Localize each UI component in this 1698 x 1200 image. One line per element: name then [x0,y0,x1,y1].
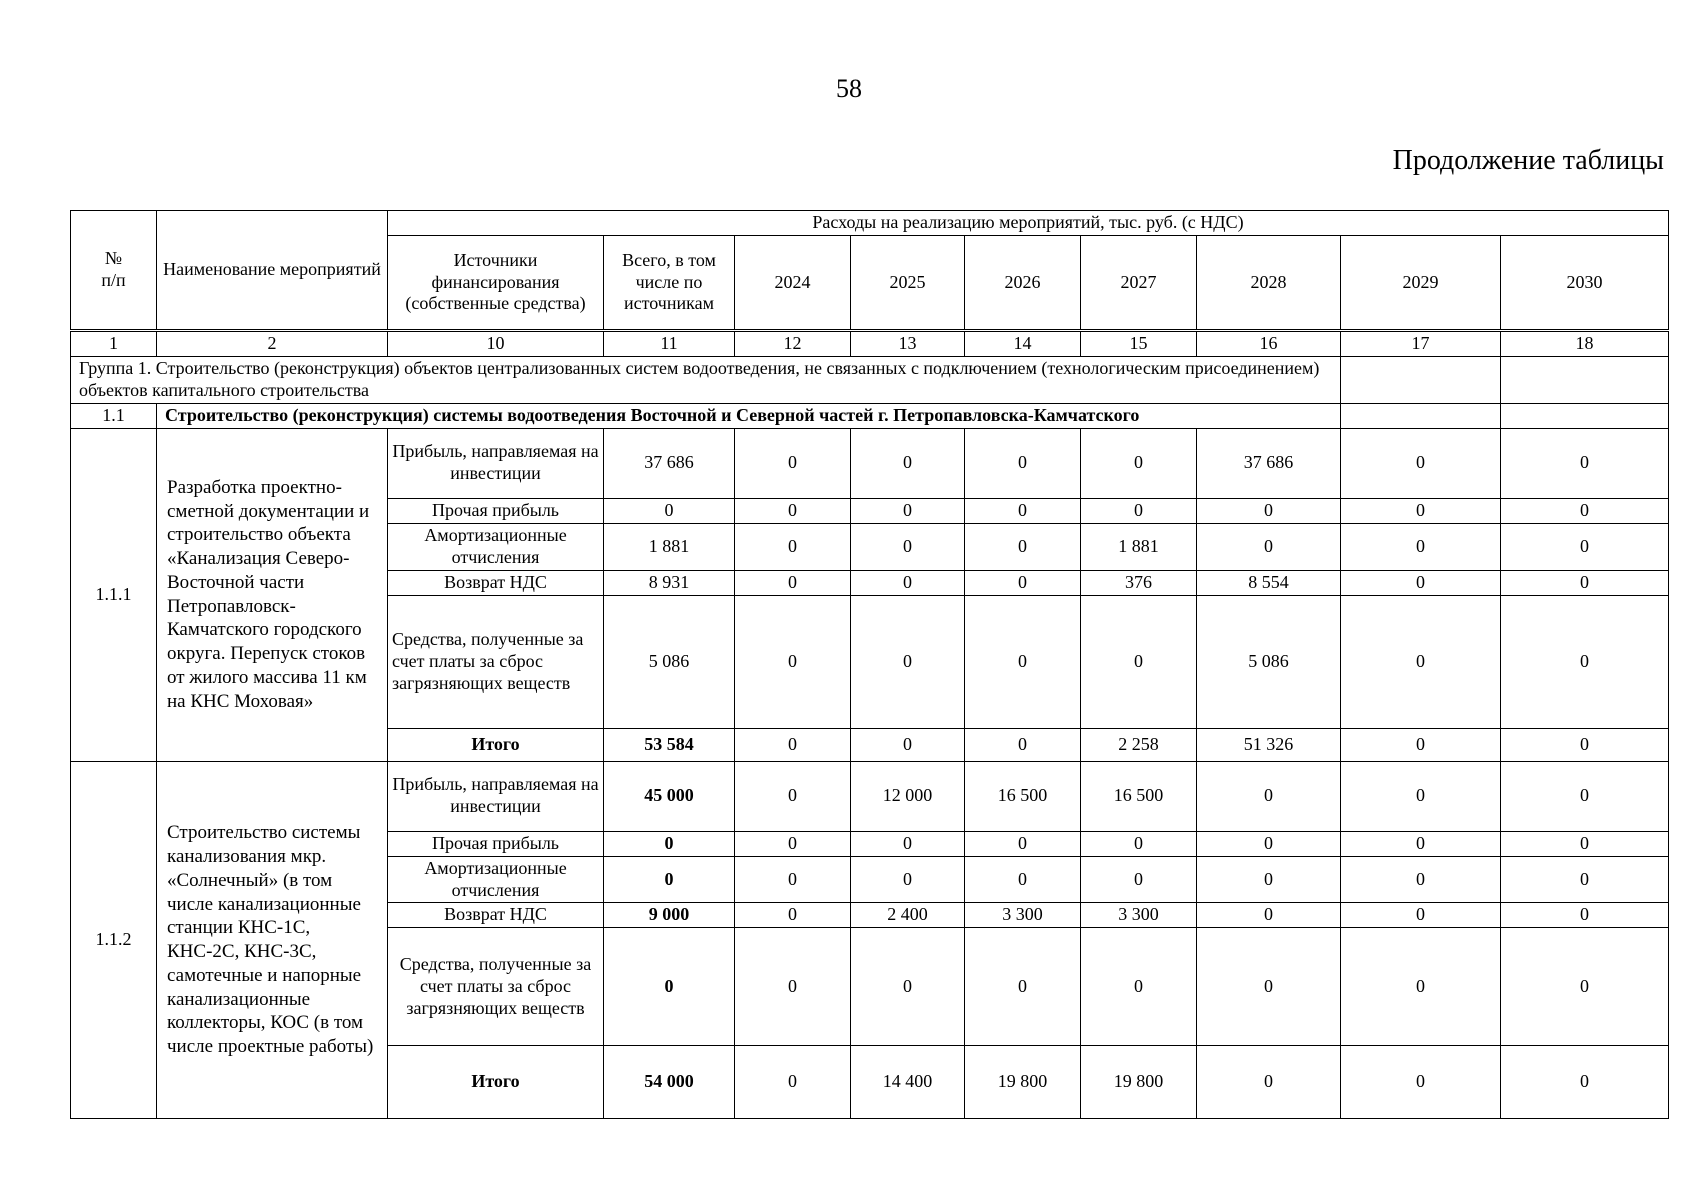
value-cell: 0 [1341,831,1501,856]
value-cell: 0 [1341,1046,1501,1119]
table-row [71,761,1669,831]
value-cell: 37 686 [1197,428,1341,498]
value-cell: 0 [851,428,965,498]
value-cell: 0 [1341,428,1501,498]
section-title: Строительство (реконструкция) системы водоотведения Восточной и Северной частей г. Петропавловска-Камчатского [157,403,1341,428]
value-cell: 0 [1197,498,1341,523]
section-row [71,403,1669,428]
value-cell: 8 931 [604,570,735,595]
header-no: № п/п [71,211,157,331]
value-cell: 14 400 [851,1046,965,1119]
value-cell: 12 000 [851,761,965,831]
header-source: Источники финансирования (собственные средства) [388,236,604,331]
value-cell: 0 [1501,728,1669,761]
group-row [71,356,1669,403]
value-cell: 0 [1501,428,1669,498]
column-number: 18 [1501,331,1669,357]
source-label: Амортизационные отчисления [388,856,604,903]
continuation-caption: Продолжение таблицы [1392,145,1664,176]
empty-cell [1341,403,1501,428]
value-cell: 19 800 [1081,1046,1197,1119]
column-number: 17 [1341,331,1501,357]
value-cell: 16 500 [1081,761,1197,831]
value-cell: 37 686 [604,428,735,498]
value-cell: 2 400 [851,903,965,928]
value-cell: 0 [851,498,965,523]
value-cell: 1 881 [1081,523,1197,570]
value-cell: 0 [1081,928,1197,1046]
value-cell: 0 [735,903,851,928]
value-cell: 0 [851,928,965,1046]
value-cell: 0 [604,856,735,903]
value-cell: 0 [1197,856,1341,903]
value-cell: 0 [1197,1046,1341,1119]
value-cell: 0 [735,1046,851,1119]
value-cell: 0 [735,595,851,728]
column-number: 2 [157,331,388,357]
total-label: Итого [388,728,604,761]
header-year: 2028 [1197,236,1341,331]
value-cell: 0 [965,498,1081,523]
value-cell: 3 300 [965,903,1081,928]
value-cell: 0 [965,856,1081,903]
header-year: 2029 [1341,236,1501,331]
group-title: Группа 1. Строительство (реконструкция) объектов централизованных систем водоотведения, не связанных с подключением (технологическим присоединением) объектов капитального строительства [71,356,1341,403]
header-year: 2024 [735,236,851,331]
section-number: 1.1 [71,403,157,428]
value-cell: 0 [851,595,965,728]
value-cell: 0 [965,595,1081,728]
value-cell: 0 [735,856,851,903]
value-cell: 0 [735,523,851,570]
column-number-row [71,331,1669,357]
value-cell: 5 086 [604,595,735,728]
value-cell: 0 [604,831,735,856]
value-cell: 0 [1501,595,1669,728]
source-label: Амортизационные отчисления [388,523,604,570]
value-cell: 0 [735,831,851,856]
header-expenses: Расходы на реализацию мероприятий, тыс. руб. (с НДС) [388,211,1669,236]
source-label: Средства, полученные за счет платы за сброс загрязняющих веществ [388,928,604,1046]
value-cell: 0 [851,831,965,856]
value-cell: 0 [604,498,735,523]
source-label: Возврат НДС [388,570,604,595]
value-cell: 0 [735,728,851,761]
value-cell: 19 800 [965,1046,1081,1119]
value-cell: 0 [1197,831,1341,856]
value-cell: 0 [851,728,965,761]
value-cell: 0 [1197,928,1341,1046]
value-cell: 0 [1501,498,1669,523]
value-cell: 0 [965,428,1081,498]
header-year: 2025 [851,236,965,331]
source-label: Прибыль, направляемая на инвестиции [388,428,604,498]
column-number: 14 [965,331,1081,357]
column-number: 1 [71,331,157,357]
value-cell: 0 [1081,428,1197,498]
value-cell: 376 [1081,570,1197,595]
column-number: 15 [1081,331,1197,357]
value-cell: 0 [1501,831,1669,856]
empty-cell [1501,356,1669,403]
value-cell: 0 [965,831,1081,856]
value-cell: 0 [1081,856,1197,903]
item-number: 1.1.2 [71,761,157,1119]
value-cell: 0 [735,570,851,595]
table-row [71,428,1669,498]
value-cell: 0 [1501,523,1669,570]
header-year: 2026 [965,236,1081,331]
source-label: Прочая прибыль [388,831,604,856]
value-cell: 16 500 [965,761,1081,831]
value-cell: 8 554 [1197,570,1341,595]
column-number: 12 [735,331,851,357]
page-number: 58 [836,74,862,103]
value-cell: 0 [1501,903,1669,928]
source-label: Прибыль, направляемая на инвестиции [388,761,604,831]
value-cell: 1 881 [604,523,735,570]
value-cell: 0 [1341,595,1501,728]
value-cell: 3 300 [1081,903,1197,928]
value-cell: 0 [735,761,851,831]
value-cell: 45 000 [604,761,735,831]
value-cell: 0 [1341,570,1501,595]
header-total: Всего, в том числе по источникам [604,236,735,331]
value-cell: 0 [1501,856,1669,903]
value-cell: 0 [1501,1046,1669,1119]
header-year: 2027 [1081,236,1197,331]
column-number: 11 [604,331,735,357]
value-cell: 0 [1341,856,1501,903]
column-number: 10 [388,331,604,357]
header-year: 2030 [1501,236,1669,331]
value-cell: 2 258 [1081,728,1197,761]
value-cell: 0 [1081,498,1197,523]
value-cell: 0 [1341,761,1501,831]
value-cell: 0 [1341,903,1501,928]
value-cell: 0 [1341,928,1501,1046]
value-cell: 0 [735,498,851,523]
empty-cell [1341,356,1501,403]
total-value: 53 584 [604,728,735,761]
value-cell: 0 [965,523,1081,570]
value-cell: 0 [1501,928,1669,1046]
value-cell: 0 [965,928,1081,1046]
source-label: Средства, полученные за счет платы за сброс загрязняющих веществ [388,595,604,728]
value-cell: 5 086 [1197,595,1341,728]
column-number: 16 [1197,331,1341,357]
header-name: Наименование мероприятий [157,211,388,331]
expenses-table [70,210,1669,1119]
value-cell: 0 [1081,595,1197,728]
total-value: 54 000 [604,1046,735,1119]
value-cell: 0 [604,928,735,1046]
total-label: Итого [388,1046,604,1119]
value-cell: 0 [1197,761,1341,831]
empty-cell [1501,403,1669,428]
item-name: Разработка проектно-сметной документации и строительство объекта «Канализация Северо-Восточной части Петропавловск-Камчатского городского округа. Перепуск стоков от жилого массива 11 км на КНС Моховая» [157,428,388,761]
value-cell: 0 [1081,831,1197,856]
value-cell: 51 326 [1197,728,1341,761]
value-cell: 0 [1341,523,1501,570]
value-cell: 0 [735,928,851,1046]
value-cell: 0 [1501,761,1669,831]
value-cell: 0 [1197,523,1341,570]
value-cell: 0 [1341,498,1501,523]
source-label: Прочая прибыль [388,498,604,523]
value-cell: 0 [965,570,1081,595]
value-cell: 0 [1501,570,1669,595]
value-cell: 0 [1341,728,1501,761]
value-cell: 0 [851,570,965,595]
value-cell: 0 [735,428,851,498]
item-number: 1.1.1 [71,428,157,761]
column-number: 13 [851,331,965,357]
source-label: Возврат НДС [388,903,604,928]
value-cell: 0 [851,523,965,570]
value-cell: 0 [965,728,1081,761]
value-cell: 0 [1197,903,1341,928]
value-cell: 9 000 [604,903,735,928]
item-name: Строительство системы канализования мкр. «Солнечный» (в том числе канализационные станции КНС-1С, КНС-2С, КНС-3С, самотечные и напорные канализационные коллекторы, КОС (в том числе проектные работы) [157,761,388,1119]
value-cell: 0 [851,856,965,903]
